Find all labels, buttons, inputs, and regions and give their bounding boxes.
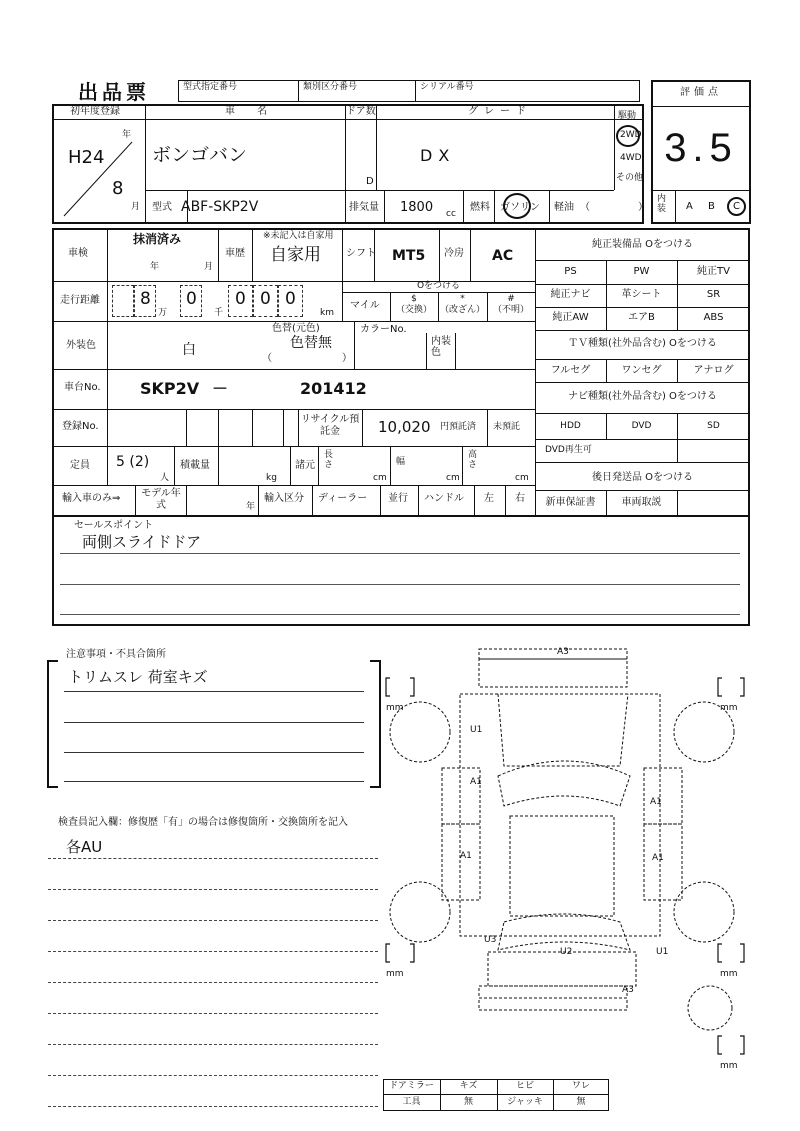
import-label: 輸入車のみ⇒ — [62, 493, 121, 504]
month-unit: 月 — [131, 202, 141, 212]
table-jack-value: 無 — [576, 1097, 586, 1107]
mileage-unit-km: km — [320, 308, 334, 318]
dvd-playback: DVD再生可 — [545, 445, 592, 455]
displacement-unit: cc — [446, 209, 456, 219]
mileage-exchange-sym: $ — [411, 294, 417, 304]
type-designation-label: 型式指定番号 — [183, 82, 238, 92]
tv-type-label: ＴＶ種類(社外品含む) Oをつける — [568, 338, 717, 349]
recycle-value: 10,020 — [378, 418, 431, 436]
mm-rear-left: mm — [386, 969, 404, 979]
mileage-digit-4: 0 — [260, 289, 271, 309]
diagram-mark-u2: U2 — [560, 947, 573, 957]
year-unit: 年 — [122, 130, 132, 140]
original-color-label: 色替(元色) — [272, 323, 320, 334]
mm-front-right: mm — [720, 703, 738, 713]
tv-oneseg: ワンセグ — [621, 365, 662, 376]
diagram-mark-a1-right-front: A1 — [650, 797, 662, 807]
first-registration-label: 初年度登録 — [70, 106, 120, 117]
interior-grade-c: C — [733, 201, 740, 212]
serial-number-label: シリアル番号 — [420, 82, 474, 92]
navi-dvd: DVD — [631, 421, 652, 431]
height-label: 高さ — [468, 450, 478, 470]
doors-suffix: D — [366, 176, 374, 187]
mileage-label: 走行距離 — [60, 295, 100, 306]
tv-fullseg: フルセグ — [550, 365, 591, 376]
mileage-mile: マイル — [350, 300, 380, 311]
displacement-value: 1800 — [400, 200, 434, 215]
table-header-crack: ヒビ — [515, 1081, 534, 1091]
diagram-mark-u1-rear: U1 — [656, 947, 669, 957]
notes-text: トリムスレ 荷室キズ — [68, 668, 208, 686]
exterior-color-value: 白 — [182, 342, 196, 358]
equipment-label: 純正装備品 Oをつける — [591, 239, 694, 250]
recycle-not-deposited: 未預託 — [493, 422, 521, 432]
mileage-unknown-sym: # — [507, 294, 515, 304]
equip-leather: 革シート — [621, 289, 662, 300]
chassis-label: 車台No. — [64, 382, 101, 393]
equip-aw: 純正AW — [552, 312, 589, 323]
table-tools-label: 工具 — [402, 1097, 421, 1107]
car-damage-diagram — [380, 636, 750, 1076]
fuel-label: 燃料 — [470, 202, 490, 213]
mileage-altered: （改ざん） — [439, 305, 485, 315]
recycle-label: リサイクル預託金 — [300, 414, 360, 437]
form-title: 出品票 — [78, 80, 150, 104]
color-paren-close: ） — [342, 353, 352, 364]
drive-2wd: 2WD — [620, 130, 642, 140]
diagram-mark-a3-front: A3 — [557, 647, 569, 657]
ac-value: AC — [492, 248, 514, 264]
tv-analog: アナログ — [693, 365, 734, 376]
dims-label: 諸元 — [295, 460, 315, 471]
recycle-deposited: 円預託済 — [440, 422, 477, 432]
car-name-label: 車 名 — [225, 106, 273, 117]
car-name-value: ボンゴバン — [152, 144, 248, 166]
mm-front-left: mm — [386, 703, 404, 713]
grade-value: DX — [420, 146, 456, 165]
mileage-unit-man: 万 — [158, 308, 168, 318]
model-value: ABF-SKP2V — [181, 199, 259, 215]
mileage-digit-1: 8 — [140, 289, 151, 309]
width-unit: cm — [446, 473, 460, 483]
navi-type-label: ナビ種類(社外品含む) Oをつける — [568, 391, 717, 402]
mileage-digit-2: 0 — [186, 289, 197, 309]
equip-ps: PS — [564, 266, 577, 277]
color-change-value: 色替無 — [290, 335, 332, 351]
mileage-digit-5: 0 — [285, 289, 296, 309]
mileage-altered-sym: * — [460, 294, 465, 304]
exterior-color-label: 外装色 — [66, 340, 96, 351]
fuel-selected-circle — [503, 193, 531, 219]
mileage-unit-sen: 千 — [214, 308, 224, 318]
mileage-digit-3: 0 — [235, 289, 246, 309]
load-unit: kg — [266, 473, 277, 483]
fuel-gasoline: ガソリン — [500, 202, 540, 213]
fuel-diesel: 軽油 — [554, 202, 574, 213]
load-label: 積載量 — [180, 460, 210, 471]
interior-color-label: 内装色 — [431, 336, 451, 358]
chassis-number: 201412 — [300, 379, 367, 398]
shift-label: シフト — [346, 248, 376, 259]
handle-right: 右 — [515, 493, 525, 504]
model-year-unit: 年 — [246, 502, 256, 512]
handle-label: ハンドル — [424, 493, 464, 504]
later-warranty: 新車保証書 — [545, 497, 596, 508]
grade-label: グレード — [468, 106, 532, 117]
history-note: ※未記入は自家用 — [263, 231, 334, 241]
table-jack-label: ジャッキ — [507, 1097, 543, 1107]
equip-navi: 純正ナビ — [550, 289, 591, 300]
inspector-text: 各AU — [66, 838, 103, 856]
inspection-year-unit: 年 — [150, 262, 160, 272]
capacity-label: 定員 — [70, 460, 90, 471]
registration-month: 8 — [112, 178, 124, 199]
color-number-label: カラーNo. — [360, 324, 407, 335]
import-type-label: 輸入区分 — [264, 493, 304, 504]
height-unit: cm — [515, 473, 529, 483]
drive-4wd: 4WD — [620, 153, 642, 163]
diagram-mark-u3: U3 — [484, 935, 497, 945]
mm-spare: mm — [720, 1061, 738, 1071]
navi-hdd: HDD — [560, 421, 581, 431]
score-value: 3.5 — [664, 126, 738, 170]
mileage-note: Oをつける — [416, 281, 461, 291]
diagram-mark-a1-right-rear: A1 — [652, 853, 664, 863]
table-header-break: ワレ — [571, 1081, 590, 1091]
mileage-exchange: （交換） — [395, 305, 432, 315]
inspection-month-unit: 月 — [204, 262, 214, 272]
mileage-digit-box — [112, 285, 134, 317]
interior-selected-circle — [727, 197, 746, 216]
import-parallel: 並行 — [388, 493, 408, 504]
model-label: 型式 — [152, 202, 172, 213]
diagram-mark-a1-left-front: A1 — [470, 777, 482, 787]
score-label: 評価点 — [680, 87, 722, 98]
later-manual: 車両取説 — [621, 497, 662, 508]
drive-selected-circle — [616, 125, 640, 147]
inspection-label: 車検 — [68, 248, 88, 259]
notes-label: 注意事項・不具合箇所 — [66, 649, 166, 660]
sales-point-label: セールスポイント — [74, 520, 154, 531]
history-label: 車歴 — [225, 248, 245, 259]
table-tools-value: 無 — [463, 1097, 473, 1107]
drive-other: その他 — [616, 173, 644, 183]
history-value: 自家用 — [270, 245, 321, 265]
diagram-mark-u1-front: U1 — [470, 725, 483, 735]
equip-abs: ABS — [703, 312, 724, 323]
doors-label: ドア数 — [346, 106, 376, 117]
equip-pw: PW — [633, 266, 650, 277]
inspection-value: 抹消済み — [133, 232, 182, 246]
ac-label: 冷房 — [444, 248, 464, 259]
registration-label: 登録No. — [62, 421, 99, 432]
registration-era-year: H24 — [68, 147, 105, 168]
table-header-mirror: ドアミラー — [389, 1081, 434, 1091]
interior-label: 内装 — [657, 194, 667, 214]
equip-airbag: エアB — [628, 312, 655, 323]
fuel-paren-open: （ — [580, 202, 590, 213]
diagram-mark-a3-rear: A3 — [622, 985, 634, 995]
width-label: 幅 — [396, 457, 406, 467]
length-unit: cm — [373, 473, 387, 483]
mm-rear-right: mm — [720, 969, 738, 979]
chassis-dash: － — [212, 379, 229, 398]
capacity-unit: 人 — [160, 473, 170, 483]
navi-sd: SD — [707, 421, 720, 431]
category-number-label: 類別区分番号 — [303, 82, 358, 92]
shift-value: MT5 — [392, 248, 426, 264]
drive-label: 駆動 — [618, 111, 637, 121]
sales-point-text: 両側スライドドア — [82, 533, 202, 551]
color-paren-open: （ — [262, 353, 272, 364]
later-items-label: 後日発送品 Oをつける — [591, 472, 694, 483]
id-number-strip — [178, 80, 640, 102]
mileage-unknown: （不明） — [492, 305, 529, 315]
import-dealer: ディーラー — [318, 493, 368, 504]
fuel-paren-close: ） — [638, 202, 648, 213]
equip-tv: 純正TV — [697, 266, 730, 277]
handle-left: 左 — [484, 493, 494, 504]
interior-grade-b: B — [708, 201, 715, 212]
diagram-mark-a1-left-rear: A1 — [460, 851, 472, 861]
length-label: 長さ — [324, 450, 334, 470]
equip-sr: SR — [706, 289, 721, 300]
interior-grade-a: A — [686, 201, 693, 212]
inspector-label: 検査員記入欄：修復歴「有」の場合は修復箇所・交換箇所を記入 — [58, 817, 348, 828]
table-header-scratch: キズ — [459, 1081, 478, 1091]
capacity-value: 5 (2) — [116, 454, 150, 470]
model-year-label: モデル年式 — [141, 488, 181, 511]
displacement-label: 排気量 — [349, 202, 379, 213]
chassis-prefix: SKP2V — [140, 379, 200, 398]
